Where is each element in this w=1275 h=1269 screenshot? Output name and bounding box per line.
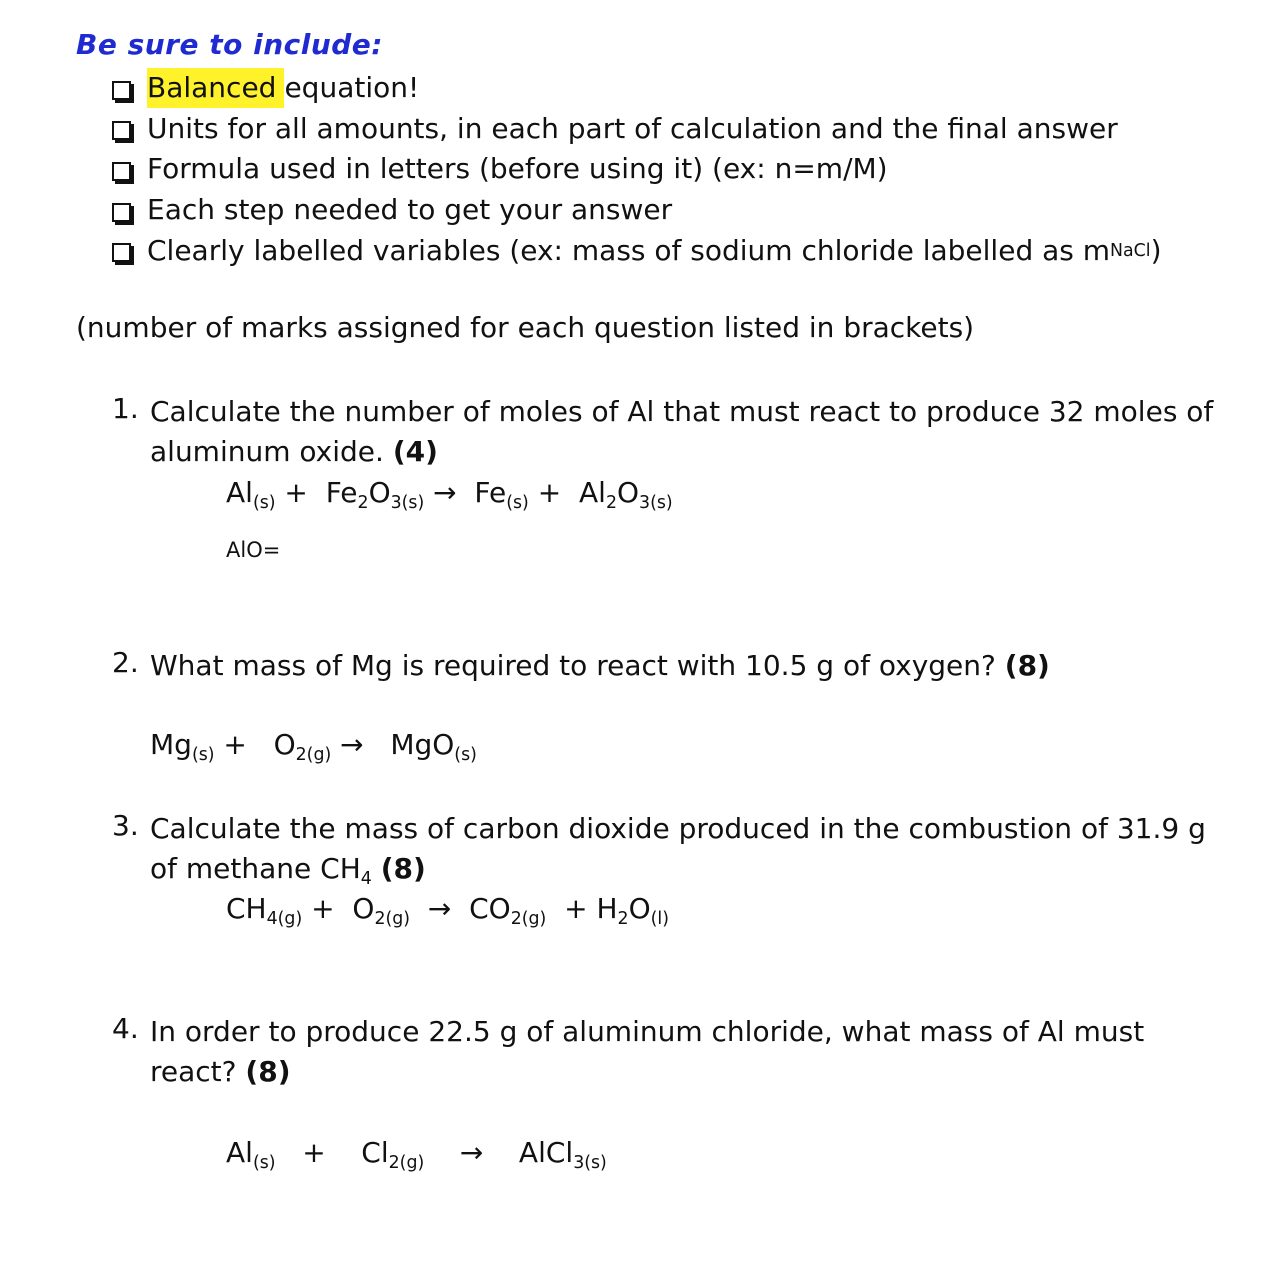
- question-line-text: What mass of Mg is required to react with 10.5 g of oxygen?: [150, 649, 1005, 682]
- checkbox-icon: [112, 81, 131, 100]
- highlighted-text: Balanced: [147, 68, 284, 108]
- subscript: 2(g): [374, 909, 411, 930]
- instructions-heading: Be sure to include:: [76, 28, 383, 61]
- marks-label: (8): [245, 1055, 291, 1088]
- subscript: 3(s): [639, 493, 673, 514]
- formula-text: O: [352, 892, 375, 925]
- formula-text: H: [596, 892, 618, 925]
- checklist-item: [112, 68, 1162, 109]
- checklist-text: Each step needed to get your answer: [147, 193, 673, 227]
- formula-text: Cl: [361, 1136, 389, 1169]
- formula-text: Al: [226, 476, 253, 509]
- marks-label: (4): [392, 435, 438, 468]
- subscript: (s): [252, 1153, 276, 1174]
- question-number: 2.: [112, 646, 139, 679]
- checklist-text-end: ): [1150, 233, 1162, 267]
- formula-text: Fe: [474, 476, 507, 509]
- checkbox-icon: [112, 203, 131, 222]
- question-line: Calculate the mass of carbon dioxide produced in the combustion of 31.9 g: [150, 812, 1206, 845]
- formula-text: O: [368, 476, 391, 509]
- checklist-text: equation!: [284, 71, 420, 105]
- plus-sign: +: [275, 476, 326, 509]
- checklist-item: [112, 109, 1162, 150]
- subscript: 2: [357, 493, 369, 514]
- plus-sign: +: [528, 476, 579, 509]
- checklist-item: Clearly labelled variables (ex: mass of sodium chloride labelled as m NaCl ): [112, 230, 1162, 271]
- formula-text: Al: [579, 476, 606, 509]
- plus-sign: +: [546, 892, 597, 925]
- requirements-checklist: [112, 68, 1162, 271]
- subscript: (l): [650, 909, 670, 930]
- checklist-item: [112, 149, 1162, 190]
- question-line: Calculate the number of moles of Al that must react to produce 32 moles of: [150, 395, 1214, 428]
- question-text: [150, 809, 1206, 889]
- subscript: 4(g): [266, 909, 303, 930]
- formula-text: CH: [226, 892, 267, 925]
- question-line: [150, 646, 1050, 686]
- marks-label: (8): [1004, 649, 1050, 682]
- chemical-equation: [226, 1136, 607, 1174]
- checklist-text: Formula used in letters (before using it) (ex: n=m/M): [147, 152, 888, 186]
- subscript: (s): [252, 493, 276, 514]
- formula-text: O: [616, 476, 640, 509]
- question-line-text: aluminum oxide.: [150, 435, 393, 468]
- arrow-icon: →: [331, 728, 391, 761]
- plus-sign: +: [275, 1136, 362, 1169]
- arrow-icon: →: [410, 892, 470, 925]
- formula-text: CO: [469, 892, 511, 925]
- subscript: 3(s): [573, 1153, 607, 1174]
- question-line-text: react?: [150, 1055, 246, 1088]
- subscript: (s): [191, 745, 215, 766]
- formula-text: Fe: [325, 476, 358, 509]
- plus-sign: +: [214, 728, 274, 761]
- question-line-text: of methane CH: [150, 852, 361, 885]
- question-number: 1.: [112, 392, 139, 425]
- subscript: (s): [454, 745, 477, 766]
- checkbox-icon: [112, 243, 131, 262]
- formula-text: AlCl: [518, 1136, 574, 1169]
- question-line: [150, 1052, 1144, 1092]
- subscript: 2(g): [510, 909, 547, 930]
- formula-text: MgO: [390, 728, 455, 761]
- subscript: 3(s): [390, 493, 425, 514]
- question-text: [150, 1012, 1144, 1092]
- subscript: 2: [617, 909, 629, 930]
- arrow-icon: →: [424, 476, 475, 509]
- chemical-equation: [226, 892, 670, 930]
- arrow-icon: →: [424, 1136, 519, 1169]
- checkbox-icon: [112, 121, 131, 140]
- formula-text: Al: [226, 1136, 253, 1169]
- answer-note: AlO=: [226, 538, 281, 562]
- question-line: [150, 849, 1206, 889]
- question-line: In order to produce 22.5 g of aluminum chloride, what mass of Al must: [150, 1015, 1145, 1048]
- subscript: 2: [605, 493, 617, 514]
- question-text: [150, 646, 1050, 686]
- checklist-text: Clearly labelled variables (ex: mass of sodium chloride labelled as m: [147, 233, 1111, 267]
- formula-text: O: [273, 728, 296, 761]
- checklist-text: Units for all amounts, in each part of calculation and the final answer: [147, 111, 1118, 145]
- chemical-equation: [150, 728, 477, 766]
- marks-note: (number of marks assigned for each question listed in brackets): [76, 311, 975, 344]
- plus-sign: +: [302, 892, 353, 925]
- checklist-item: [112, 190, 1162, 231]
- chemical-equation: [226, 476, 673, 514]
- question-number: 3.: [112, 809, 139, 842]
- question-text: [150, 392, 1213, 472]
- subscript: (s): [506, 493, 529, 514]
- checkbox-icon: [112, 162, 131, 181]
- question-number: 4.: [112, 1012, 139, 1045]
- formula-text: Mg: [150, 728, 192, 761]
- question-line: [150, 432, 1213, 472]
- subscript: 2(g): [388, 1153, 425, 1174]
- subscript: 4: [360, 869, 372, 890]
- formula-text: O: [628, 892, 651, 925]
- marks-label: (8): [380, 852, 426, 885]
- subscript: 2(g): [295, 745, 332, 766]
